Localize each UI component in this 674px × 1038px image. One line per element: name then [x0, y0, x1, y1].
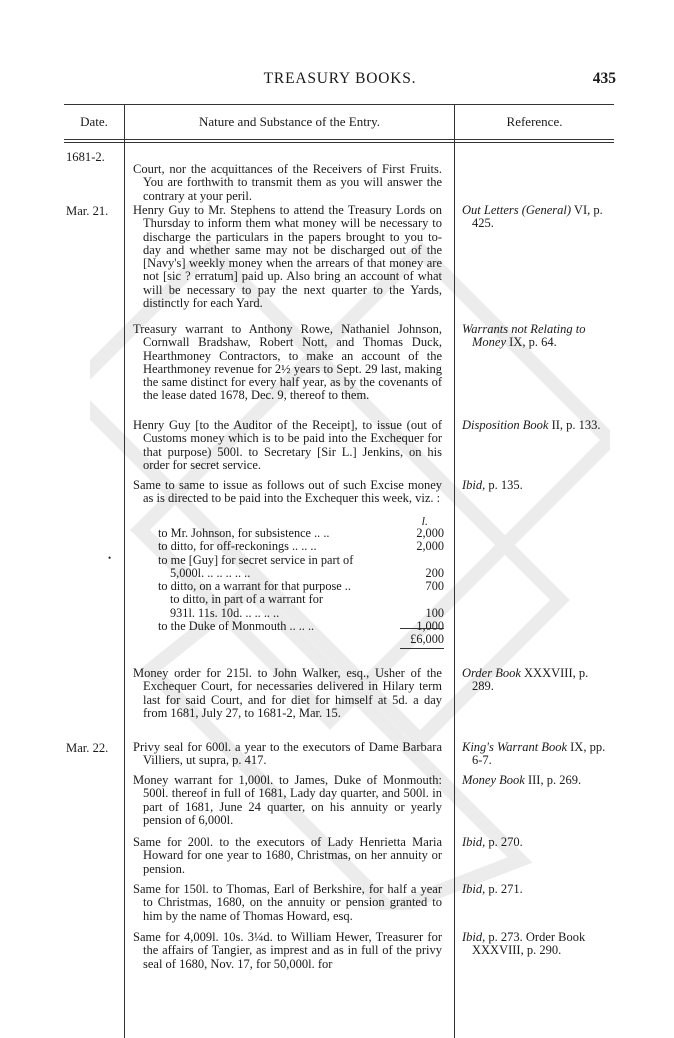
- header-bottom-rule: [64, 139, 614, 140]
- entry-reference: [462, 883, 612, 896]
- excise-total: £6,000: [410, 632, 444, 646]
- running-title: TREASURY BOOKS.: [263, 70, 417, 87]
- column-header-date: Date.: [80, 114, 108, 129]
- list-item: [158, 593, 444, 606]
- item-label: to me [Guy] for secret service in part of: [158, 552, 354, 567]
- entry-text: Same to same to issue as follows out of such Excise money as is directed to be paid into the Exchequer this week, viz. :: [133, 478, 442, 506]
- reference-page: p. 135.: [485, 478, 523, 492]
- entry-text: Same for 200l. to the executors of Lady Henrietta Maria Howard for one year to 1680, Christmas, on her annuity or pension.: [133, 835, 442, 876]
- entry-reference: [462, 931, 612, 958]
- reference-page: VI, p. 425.: [472, 203, 603, 231]
- reference-book: Ibid,: [462, 882, 486, 896]
- reference-page: IX, pp. 6-7.: [472, 740, 606, 768]
- reference-book: Order Book: [462, 666, 521, 680]
- page-number: 435: [592, 70, 616, 87]
- item-label: to the Duke of Monmouth .. .. ..: [158, 619, 315, 634]
- reference-page: p. 271.: [485, 882, 523, 896]
- reference-page: II, p. 133.: [548, 418, 601, 432]
- item-label: to ditto, on a warrant for that purpose ..: [158, 579, 351, 594]
- table-top-rule: [64, 104, 614, 105]
- entry-text: Henry Guy to Mr. Stephens to attend the Treasury Lords on Thursday to inform them what money will be necessary to discharge the particulars in the papers brought to you to-day and whether same may not be discharged out of the [Navy's] weekly money when the arrears of that money are not [sic ? erratum] paid up. Also bring an account of what will be necessary to pay the next quarter to the Yards, distinctly for each Yard.: [133, 203, 442, 311]
- list-item: [158, 554, 444, 567]
- entry-text: Henry Guy [to the Auditor of the Receipt], to issue (out of Customs money which is to be paid into the Exchequer for that purpose) 500l. to Secretary [Sir L.] Jenkins, on his order for secret service.: [133, 418, 442, 472]
- entry-reference: [462, 836, 612, 849]
- reference-book: Warrants not Relating to Money: [462, 322, 586, 350]
- column-divider-left: [124, 104, 125, 1038]
- sum-rule: [400, 628, 444, 629]
- running-head: [64, 70, 616, 90]
- reference-page: p. 270.: [485, 835, 523, 849]
- list-item: [158, 527, 444, 540]
- reference-page: IX, p. 64.: [506, 335, 557, 350]
- reference-page: XXXVIII, p. 289.: [472, 666, 589, 694]
- reference-book: King's Warrant Book: [462, 740, 567, 754]
- entry-date: Mar. 22.: [66, 741, 109, 755]
- stray-mark: •: [108, 553, 112, 563]
- item-amount: 700: [425, 579, 444, 594]
- sum-rule-bottom: [400, 648, 444, 649]
- entry-text: Court, nor the acquittances of the Receivers of First Fruits. You are forthwith to transmit them as you will answer the contrary at your peril.: [133, 162, 442, 203]
- item-amount: 200: [425, 565, 444, 580]
- excise-items-list: [158, 527, 444, 633]
- reference-page: p. 273. Order Book XXXVIII, p. 290.: [472, 930, 586, 958]
- year-heading: 1681-2.: [66, 150, 105, 164]
- reference-book: Disposition Book: [462, 418, 549, 432]
- reference-book: Ibid,: [462, 478, 486, 492]
- entry-text: Privy seal for 600l. a year to the executors of Dame Barbara Villiers, ut supra, p. 417.: [133, 740, 442, 768]
- entry-text: Same for 4,009l. 10s. 3¼d. to William Hewer, Treasurer for the affairs of Tangier, as imprest and as in full of the privy seal of 1680, Nov. 17, for 50,000l. for: [133, 930, 442, 971]
- entry-reference: [462, 204, 612, 231]
- entry-reference: [462, 479, 612, 492]
- column-header-nature: Nature and Substance of the Entry.: [198, 114, 381, 129]
- entry-text: Same for 150l. to Thomas, Earl of Berkshire, for half a year to Christmas, 1680, on the annuity or pension granted to him by the name of Thomas Howard, esq.: [133, 882, 442, 923]
- excise-unit-label: l.: [421, 514, 428, 528]
- list-item: [158, 567, 444, 580]
- reference-page: III, p. 269.: [524, 773, 582, 787]
- reference-book: Out Letters (General): [462, 203, 572, 217]
- entry-reference: [462, 774, 612, 787]
- list-item: [158, 580, 444, 593]
- header-bottom-rule-2: [64, 142, 614, 143]
- item-label: to Mr. Johnson, for subsistence .. ..: [158, 526, 330, 540]
- column-header-reference: Reference.: [506, 114, 563, 129]
- reference-book: Ibid,: [462, 930, 486, 944]
- entry-text: Treasury warrant to Anthony Rowe, Nathaniel Johnson, Cornwall Bradshaw, Robert Nott, and Thomas Duck, Hearthmoney Contractors, to make an account of the Hearthmoney revenue for 2½ years to Sept. 29 last, making the same distinct for every half year, as by the covenants of the lease dated 1678, Dec. 9, thereof to them.: [133, 322, 442, 403]
- entry-reference: [462, 667, 612, 694]
- entry-text: Money warrant for 1,000l. to James, Duke of Monmouth: 500l. thereof in full of 1681, Lady day quarter, and 500l. in part of 1681, June 24 quarter, on his annuity or yearly pension of 6,000l.: [133, 773, 442, 827]
- item-amount: 2,000: [416, 526, 444, 540]
- entry-reference: [462, 323, 612, 350]
- item-label: 931l. 11s. 10d. .. .. .. ..: [170, 605, 280, 620]
- entry-text: Money order for 215l. to John Walker, esq., Usher of the Exchequer Court, for necessaries delivered in Hilary term last for said Court, and for diet for himself at 5d. a day from 1681, July 27, to 1681-2, Mar. 15.: [133, 666, 442, 720]
- item-amount: 2,000: [416, 539, 444, 554]
- item-label: 5,000l. .. .. .. .. ..: [170, 565, 251, 580]
- item-label: to ditto, for off-reckonings .. .. ..: [158, 539, 317, 554]
- list-item: [158, 540, 444, 553]
- entry-reference: [462, 419, 612, 432]
- item-amount: 100: [425, 605, 444, 620]
- list-item: [158, 607, 444, 620]
- reference-book: Money Book: [462, 773, 525, 787]
- item-amount: 1,000: [416, 619, 444, 634]
- item-label: to ditto, in part of a warrant for: [170, 592, 323, 607]
- column-divider-right: [454, 104, 455, 1038]
- entry-date: Mar. 21.: [66, 204, 109, 218]
- reference-book: Ibid,: [462, 835, 486, 849]
- entry-reference: [462, 741, 612, 768]
